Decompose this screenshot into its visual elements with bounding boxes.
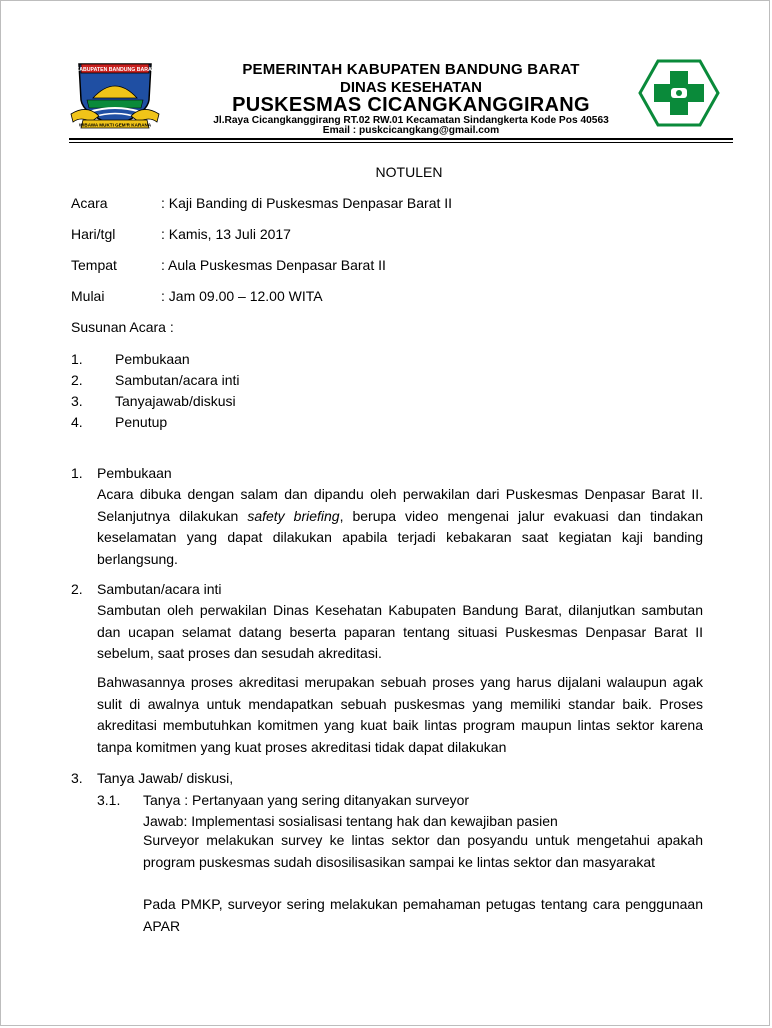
section-1-paragraph: [97, 484, 703, 570]
agenda-item: Penutup: [115, 414, 168, 430]
subsection-question: Tanya : Pertanyaan yang sering ditanyakan surveyor: [143, 792, 470, 808]
letterhead-department: DINAS KESEHATAN: [340, 79, 482, 96]
agenda-number: 3.: [71, 393, 83, 409]
section-title-pembukaan: Pembukaan: [97, 465, 172, 481]
letterhead-government: PEMERINTAH KABUPATEN BANDUNG BARAT: [242, 61, 580, 78]
field-label-hari: Hari/tgl: [71, 226, 116, 242]
section-3-paragraph-1: Surveyor melakukan survey ke lintas sektor dan posyandu untuk mengetahui apakah program puskesmas sudah disosilisasikan sampai ke lintas sektor dan masyarakat: [143, 832, 703, 870]
section-2-paragraph-1: Sambutan oleh perwakilan Dinas Kesehatan Kabupaten Bandung Barat, dilanjutkan sambutan dan ucapan selamat datang beserta paparan tentang situasi Puskesmas Denpasar Barat II sebelum, saat proses dan sesudah akreditasi.: [97, 602, 703, 662]
letterhead-rule-thin: [69, 142, 733, 143]
subsection-number: 3.1.: [97, 792, 121, 808]
section-title-tanya-jawab: Tanya Jawab/ diskusi,: [97, 770, 234, 786]
field-label-acara: Acara: [71, 195, 108, 211]
letterhead-institution: PUSKESMAS CICANGKANGGIRANG: [232, 94, 590, 116]
section-title-sambutan: Sambutan/acara inti: [97, 581, 222, 597]
section-1-emphasis: safety briefing: [247, 507, 340, 524]
agenda-number: 2.: [71, 372, 83, 388]
agenda-heading: Susunan Acara :: [71, 319, 174, 335]
kabupaten-bandung-barat-logo-icon: [69, 56, 161, 134]
letterhead-email: Email : puskcicangkang@gmail.com: [322, 125, 500, 136]
subsection-answer: Jawab: Implementasi sosialisasi tentang hak dan kewajiban pasien: [143, 813, 558, 829]
agenda-item: Sambutan/acara inti: [115, 372, 240, 388]
section-1-text-b: , berupa video mengenai jalur evakuasi dan tindakan keselamatan yang dapat dilakukan apabila terjadi kebakaran saat kegiatan kaji banding berlangsung.: [97, 507, 703, 567]
field-value-acara: : Kaji Banding di Puskesmas Denpasar Barat II: [161, 195, 453, 211]
letterhead-rule-thick: [69, 138, 733, 140]
field-label-tempat: Tempat: [71, 257, 117, 273]
field-label-mulai: Mulai: [71, 288, 105, 304]
field-value-mulai: : Jam 09.00 – 12.00 WITA: [161, 288, 323, 304]
field-value-hari: : Kamis, 13 Juli 2017: [161, 226, 291, 242]
section-1-text-a: Acara dibuka dengan salam dan dipandu oleh perwakilan dari Puskesmas Denpasar Barat II. Selanjutnya dilakukan: [97, 486, 703, 524]
section-number: 2.: [71, 581, 83, 597]
section-number: 1.: [71, 465, 83, 481]
agenda-number: 1.: [71, 351, 83, 367]
letterhead-address: Jl.Raya Cicangkanggirang RT.02 RW.01 Kecamatan Sindangkerta Kode Pos 40563: [213, 115, 609, 126]
section-2-paragraph-2: Bahwasannya proses akreditasi merupakan sebuah proses yang harus dijalani walaupun agak sulit di awalnya untuk mendapatkan sebuah puskesmas yang memiliki standar baik. Proses akreditasi membutuhkan komitmen yang kuat baik lintas program maupun lintas sektor karena tanpa komitmen yang kuat proses akreditasi tidak dapat dilakukan: [97, 674, 703, 755]
section-3-paragraph-2: Pada PMKP, surveyor sering melakukan pemahaman petugas tentang cara penggunaan APAR: [143, 896, 703, 934]
document-title: NOTULEN: [375, 164, 443, 180]
agenda-item: Tanyajawab/diskusi: [115, 393, 236, 409]
logo-top-text: KABUPATEN BANDUNG BARAT: [75, 67, 155, 73]
logo-motto-text: WIBAWA MUKTI GEM'R KARANA: [78, 122, 152, 128]
agenda-number: 4.: [71, 414, 83, 430]
agenda-item: Pembukaan: [115, 351, 190, 367]
field-value-tempat: : Aula Puskesmas Denpasar Barat II: [161, 257, 386, 273]
section-number: 3.: [71, 770, 83, 786]
